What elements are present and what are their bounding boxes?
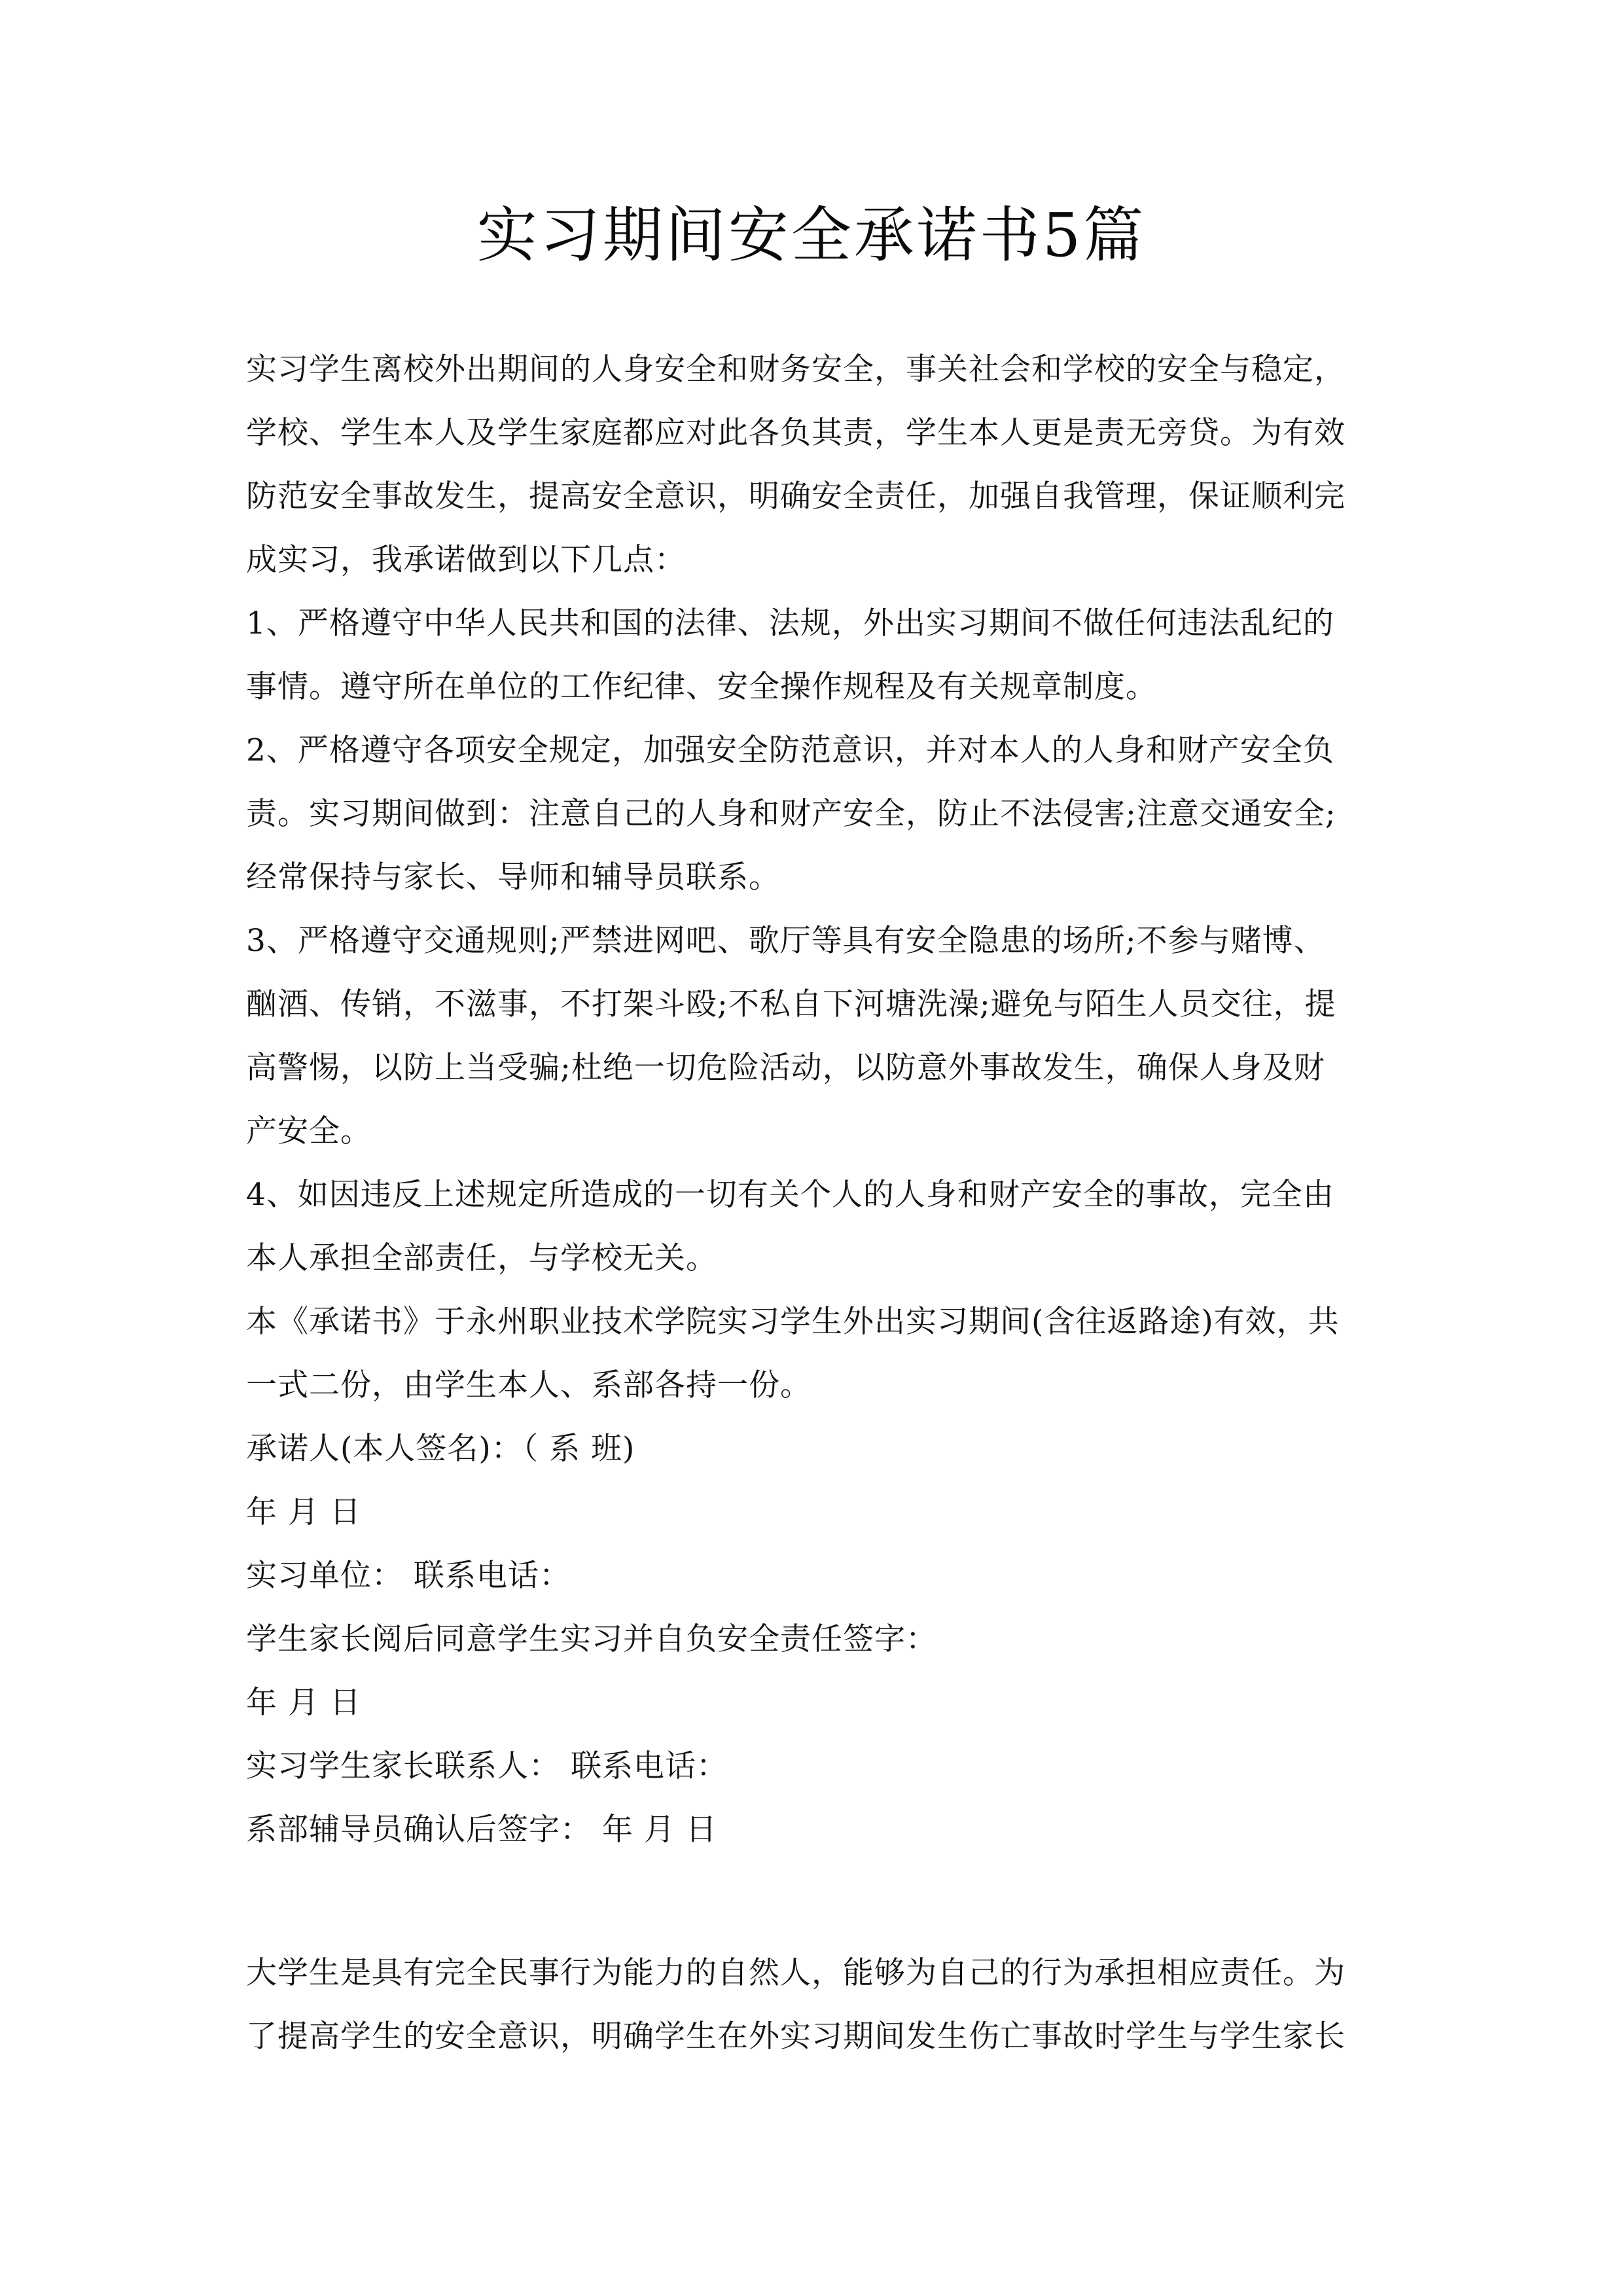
signer-date-field: 年 月 日 (246, 1494, 361, 1530)
clause-3-line-1: 3、严格遵守交通规则;严禁进网吧、歌厅等具有安全隐患的场所;不参与赌博、 (246, 923, 1325, 959)
signer-field: 承诺人(本人签名)：（ 系 班) (246, 1431, 635, 1467)
parent-date-field: 年 月 日 (246, 1685, 361, 1721)
second-article-line-2: 了提高学生的安全意识，明确学生在外实习期间发生伤亡事故时学生与学生家长 (246, 2018, 1346, 2054)
clause-2-line-2: 责。实习期间做到：注意自己的人身和财产安全，防止不法侵害;注意交通安全; (246, 796, 1336, 832)
paragraph-intro-line-3: 防范安全事故发生，提高安全意识，明确安全责任，加强自我管理，保证顺利完 (246, 478, 1346, 514)
second-article-line-1: 大学生是具有完全民事行为能力的自然人，能够为自己的行为承担相应责任。为 (246, 1955, 1346, 1991)
clause-2-line-3: 经常保持与家长、导师和辅导员联系。 (246, 859, 780, 895)
clause-4-line-1: 4、如因违反上述规定所造成的一切有关个人的人身和财产安全的事故，完全由 (246, 1177, 1334, 1213)
clause-3-line-2: 酗酒、传销，不滋事，不打架斗殴;不私自下河塘洗澡;避免与陌生人员交往，提 (246, 986, 1336, 1022)
clause-2-line-1: 2、严格遵守各项安全规定，加强安全防范意识，并对本人的人身和财产安全负 (246, 732, 1334, 768)
counselor-sign-field: 系部辅导员确认后签字： 年 月 日 (246, 1812, 717, 1848)
parent-consent-field: 学生家长阅后同意学生实习并自负安全责任签字： (246, 1621, 937, 1657)
clause-4-line-2: 本人承担全部责任，与学校无关。 (246, 1240, 717, 1276)
parent-contact-field: 实习学生家长联系人： 联系电话： (246, 1748, 728, 1784)
internship-unit-field: 实习单位： 联系电话： (246, 1558, 571, 1594)
paragraph-intro-line-1: 实习学生离校外出期间的人身安全和财务安全，事关社会和学校的安全与稳定， (246, 351, 1346, 387)
paragraph-intro-line-4: 成实习，我承诺做到以下几点： (246, 542, 686, 578)
paragraph-intro-line-2: 学校、学生本人及学生家庭都应对此各负其责，学生本人更是责无旁贷。为有效 (246, 415, 1346, 451)
clause-1-line-2: 事情。遵守所在单位的工作纪律、安全操作规程及有关规章制度。 (246, 669, 1157, 705)
clause-1-line-1: 1、严格遵守中华人民共和国的法律、法规，外出实习期间不做任何违法乱纪的 (246, 605, 1334, 641)
validity-line-1: 本《承诺书》于永州职业技术学院实习学生外出实习期间(含往返路途)有效，共 (246, 1304, 1340, 1340)
clause-3-line-4: 产安全。 (246, 1113, 372, 1149)
clause-3-line-3: 高警惕，以防上当受骗;杜绝一切危险活动，以防意外事故发生，确保人身及财 (246, 1050, 1325, 1086)
validity-line-2: 一式二份，由学生本人、系部各持一份。 (246, 1367, 812, 1403)
document-title: 实习期间安全承诺书5篇 (476, 200, 1147, 270)
